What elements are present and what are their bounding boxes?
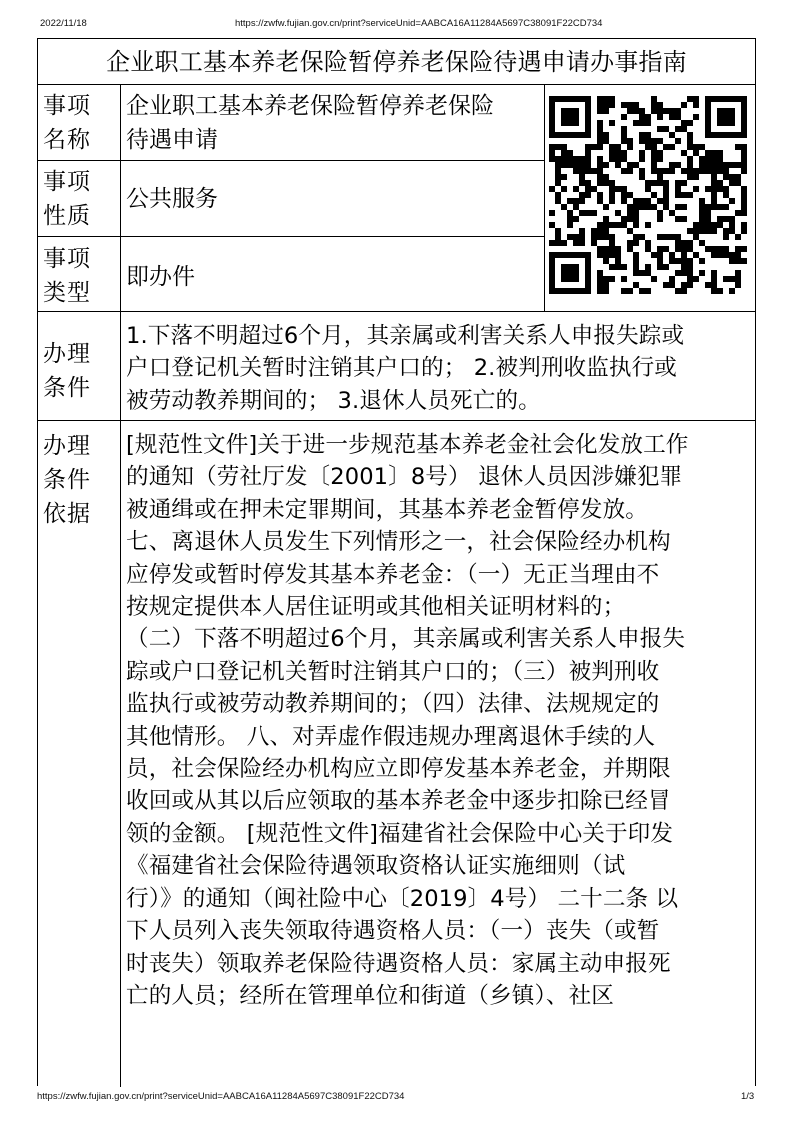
value-line: 亡的人员；经所在管理单位和街道（乡镇）、社区 bbox=[126, 982, 614, 1009]
page-title: 企业职工基本养老保险暂停养老保险待遇申请办事指南 bbox=[38, 39, 755, 85]
value-line: 下人员列入丧失领取待遇资格人员：（一）丧失（或暂 bbox=[126, 918, 660, 945]
value-line: 被劳动教养期间的； 3.退休人员死亡的。 bbox=[126, 387, 541, 414]
value-line: 踪或户口登记机关暂时注销其户口的；（三）被判刑收 bbox=[126, 658, 660, 685]
value-line: 七、离退休人员发生下列情形之一，社会保险经办机构 bbox=[126, 529, 671, 556]
value-line: 的通知（劳社厅发〔2001〕8号） 退休人员因涉嫌犯罪 bbox=[126, 464, 683, 491]
label-line: 办理 bbox=[43, 433, 91, 459]
label-line: 名称 bbox=[43, 127, 91, 153]
value-line: [规范性文件]关于进一步规范基本养老金社会化发放工作 bbox=[126, 432, 689, 458]
value-line: 待遇申请 bbox=[126, 127, 218, 153]
label-line: 办理 bbox=[43, 341, 91, 367]
value-line: 按规定提供本人居住证明或其他相关证明材料的； bbox=[126, 594, 626, 621]
value-line: 领的金额。 [规范性文件]福建省社会保险中心关于印发 bbox=[126, 820, 674, 847]
qr-code-icon bbox=[549, 96, 747, 294]
value-line: 员，社会保险经办机构应立即停发基本养老金，并期限 bbox=[126, 756, 671, 783]
value-line: 《福建省社会保险待遇领取资格认证实施细则（试 bbox=[126, 853, 626, 880]
value-line: 收回或从其以后应领取的基本养老金中逐步扣除已经冒 bbox=[126, 788, 671, 815]
value-conditions bbox=[126, 320, 748, 417]
label-line: 条件 bbox=[43, 467, 91, 493]
value-line: 1.下落不明超过6个月，其亲属或利害关系人申报失踪或 bbox=[126, 323, 685, 349]
print-footer-url: https://zwfw.fujian.gov.cn/print?serviceUnid=AABCA16A11284A5697C38091F22CD734 bbox=[37, 1091, 405, 1102]
value-line: 时丧失）领取养老保险待遇资格人员：家属主动申报死 bbox=[126, 950, 671, 977]
label-line: 类型 bbox=[43, 280, 91, 306]
label-line: 事项 bbox=[43, 93, 91, 119]
value-basis bbox=[126, 429, 748, 1012]
value-line: 企业职工基本养老保险暂停养老保险 bbox=[126, 93, 494, 119]
row-divider bbox=[38, 311, 755, 312]
page-number: 1/3 bbox=[741, 1091, 755, 1102]
label-item-type bbox=[43, 242, 119, 310]
row-divider bbox=[38, 160, 544, 161]
guide-table bbox=[37, 38, 756, 1086]
value-item-name bbox=[126, 89, 536, 157]
print-header-url: https://zwfw.fujian.gov.cn/print?serviceUnid=AABCA16A11284A5697C38091F22CD734 bbox=[235, 18, 603, 29]
label-line: 事项 bbox=[43, 246, 91, 272]
label-line: 性质 bbox=[43, 203, 91, 229]
value-line: 被通缉或在押未定罪期间，其基本养老金暂停发放。 bbox=[126, 496, 648, 523]
row-divider bbox=[38, 236, 544, 237]
value-line: （二）下落不明超过6个月，其亲属或利害关系人申报失 bbox=[126, 626, 686, 653]
label-line: 条件 bbox=[43, 375, 91, 401]
label-item-name bbox=[43, 89, 119, 157]
print-date: 2022/11/18 bbox=[40, 18, 87, 29]
label-conditions bbox=[43, 337, 119, 405]
label-item-nature bbox=[43, 165, 119, 233]
value-item-type: 即办件 bbox=[126, 264, 195, 290]
label-line: 事项 bbox=[43, 169, 91, 195]
value-line: 应停发或暂时停发其基本养老金：（一）无正当理由不 bbox=[126, 561, 660, 588]
value-line: 其他情形。 八、对弄虚作假违规办理离退休手续的人 bbox=[126, 723, 656, 750]
value-line: 户口登记机关暂时注销其户口的； 2.被判刑收监执行或 bbox=[126, 355, 677, 382]
value-item-nature: 公共服务 bbox=[126, 186, 218, 212]
label-basis bbox=[43, 429, 119, 531]
qr-column-divider bbox=[544, 85, 545, 311]
value-line: 监执行或被劳动教养期间的；（四）法律、法规规定的 bbox=[126, 691, 660, 718]
label-line: 依据 bbox=[43, 501, 91, 527]
value-line: 行）》的通知（闽社险中心〔2019〕4号） 二十二条 以 bbox=[126, 885, 679, 912]
row-divider bbox=[38, 420, 755, 421]
